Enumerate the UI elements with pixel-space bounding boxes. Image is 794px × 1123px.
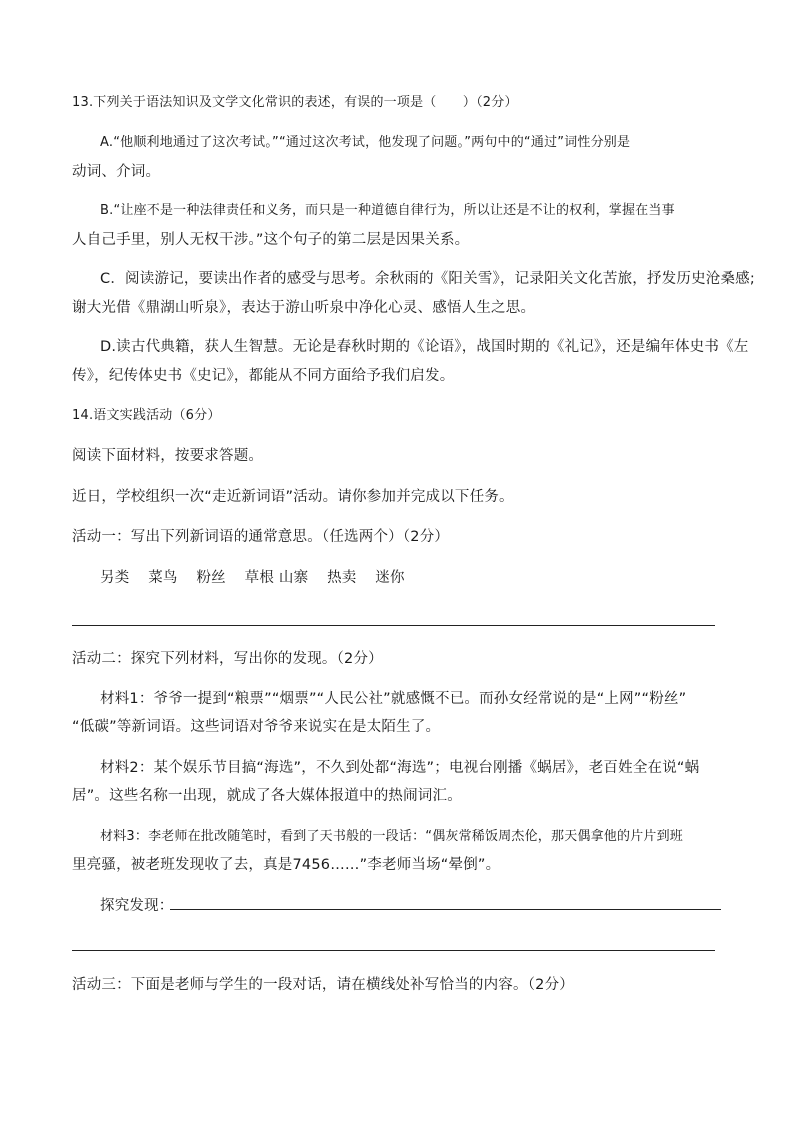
activity-1-prompt: 活动一：写出下列新词语的通常意思。（任选两个）（2分） <box>72 529 450 545</box>
new-words-list <box>100 568 419 588</box>
material-2-line2: 居”。这些名称一出现，就成了各大媒体报道中的热闹词汇。 <box>72 788 462 804</box>
answer-line-discovery[interactable] <box>170 909 721 910</box>
q14-intro-2: 近日，学校组织一次“走近新词语”活动。请你参加并完成以下任务。 <box>72 489 514 505</box>
q13-option-b-line2: 人自己手里，别人无权干涉。”这个句子的第二层是因果关系。 <box>72 232 470 248</box>
activity-2-prompt: 活动二：探究下列材料，写出你的发现。（2分） <box>72 651 383 667</box>
answer-line-discovery-2[interactable] <box>72 950 715 951</box>
material-1-line1: 材料1：爷爷一提到“粮票”“烟票”“人民公社”就感慨不已。而孙女经常说的是“上网”“粉丝” <box>100 691 687 707</box>
discovery-label: 探究发现： <box>100 898 174 914</box>
q13-option-a-line2: 动词、介词。 <box>72 164 161 180</box>
q13-stem: 13.下列关于语法知识及文学文化常识的表述，有误的一项是（ ）（2分） <box>72 95 518 110</box>
q13-option-d-line1: D.读古代典籍，获人生智慧。无论是春秋时期的《论语》，战国时期的《礼记》，还是编年体史书《左 <box>100 339 749 355</box>
q13-option-d-line2: 传》，纪传体史书《史记》，都能从不同方面给予我们启发。 <box>72 368 455 384</box>
activity-3-prompt: 活动三：下面是老师与学生的一段对话，请在横线处补写恰当的内容。（2分） <box>72 977 574 993</box>
word-item: 草根 山寨 <box>244 570 309 586</box>
material-2-line1: 材料2：某个娱乐节目搞“海选”，不久到处都“海选”；电视台刚播《蜗居》，老百姓全在说“蜗 <box>100 760 700 776</box>
word-item: 另类 <box>100 570 130 586</box>
material-1-line2: “低碳”等新词语。这些词语对爷爷来说实在是太陌生了。 <box>72 719 441 735</box>
answer-line-activity-1[interactable] <box>72 625 715 626</box>
q14-title: 14.语文实践活动（6分） <box>72 408 221 423</box>
q13-option-b-line1: B.“让座不是一种法律责任和义务，而只是一种道德自律行为，所以让还是不让的权利，掌握在当事 <box>100 203 675 218</box>
word-item: 粉丝 <box>196 570 226 586</box>
q13-option-a-line1: A.“他顺利地通过了这次考试。”“通过这次考试，他发现了问题。”两句中的“通过”词性分别是 <box>100 135 631 150</box>
q13-option-c-line1: C．阅读游记，要读出作者的感受与思考。余秋雨的《阳关雪》，记录阳关文化苦旅，抒发历史沧桑感; <box>100 271 755 287</box>
q14-intro-1: 阅读下面材料，按要求答题。 <box>72 448 264 464</box>
material-3-line1: 材料3：李老师在批改随笔时，看到了天书般的一段话：“偶灰常稀饭周杰伦，那天偶拿他的片片到班 <box>100 829 684 844</box>
word-item: 菜鸟 <box>148 570 178 586</box>
material-3-line2: 里亮骚，被老班发现收了去，真是7456……”李老师当场“晕倒”。 <box>72 857 501 873</box>
q13-option-c-line2: 谢大光借《鼎湖山听泉》，表达于游山听泉中净化心灵、感悟人生之思。 <box>72 300 536 316</box>
word-item: 热卖 <box>327 570 357 586</box>
word-item: 迷你 <box>375 570 405 586</box>
